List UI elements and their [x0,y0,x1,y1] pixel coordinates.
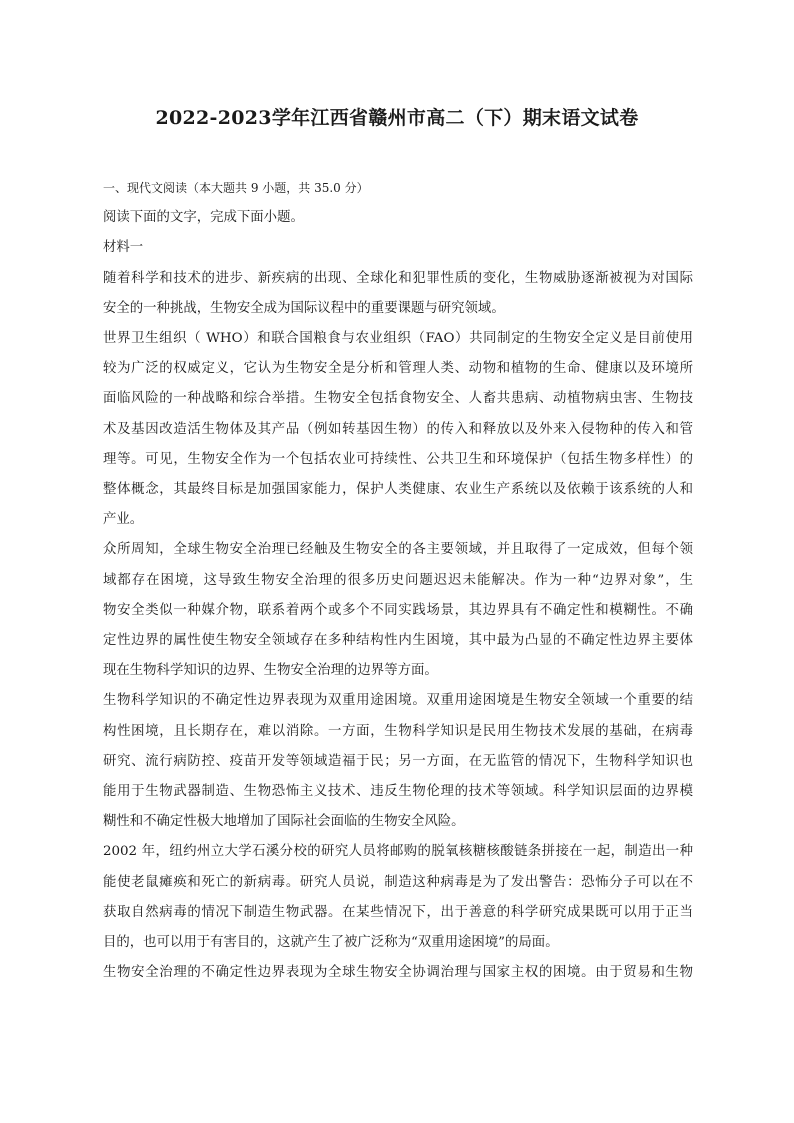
paragraph-line: 理等。可见，生物安全作为一个包括农业可持续性、公共卫生和环境保护（包括生物多样性）的 [103,451,693,467]
paragraph-line: 域都存在困境，这导致生物安全治理的很多历史问题迟迟未能解决。作为一种“边界对象”，生 [103,572,693,588]
paragraph-line: 能用于生物武器制造、生物恐怖主义技术、违反生物伦理的技术等领域。科学知识层面的边界模 [103,784,693,800]
paragraph-line: 研究、流行病防控、疫苗开发等领域造福于民；另一方面，在无监管的情况下，生物科学知识也 [103,753,693,769]
paragraph-line: 生物安全治理的不确定性边界表现为全球生物安全协调治理与国家主权的困境。由于贸易和生物 [103,965,693,981]
paragraph-line: 整体概念，其最终目标是加强国家能力，保护人类健康、农业生产系统以及依赖于该系统的人和 [103,482,693,498]
paragraph-line: 产业。 [103,512,144,528]
paragraph-line: 糊性和不确定性极大地增加了国际社会面临的生物安全风险。 [103,814,465,830]
paragraph-line: 定性边界的属性使生物安全领域存在多种结构性内生困境，其中最为凸显的不确定性边界主要体 [103,633,693,649]
paragraph-list [103,264,693,989]
paragraph-line: 世界卫生组织（ WHO）和联合国粮食与农业组织（FAO）共同制定的生物安全定义是目前使用 [103,331,693,347]
paragraph-line: 面临风险的一种战略和综合举措。生物安全包括食物安全、人畜共患病、动植物病虫害、生物技 [103,391,693,407]
paragraph-line: 2002 年，纽约州立大学石溪分校的研究人员将邮购的脱氧核糖核酸链条拼接在一起，制造出一种 [103,844,693,860]
paragraph-line: 现在生物科学知识的边界、生物安全治理的边界等方面。 [103,663,438,679]
paragraph [103,837,693,958]
paragraph-line: 物安全类似一种媒介物，联系着两个或多个不同实践场景，其边界具有不确定性和模糊性。不确 [103,602,693,618]
paragraph-line: 随着科学和技术的进步、新疾病的出现、全球化和犯罪性质的变化，生物威胁逐渐被视为对国际 [103,270,693,286]
paragraph-line: 安全的一种挑战，生物安全成为国际议程中的重要课题与研究领域。 [103,300,505,316]
document-body [103,173,693,988]
paragraph-line: 众所周知，全球生物安全治理已经触及生物安全的各主要领域，并且取得了一定成效，但每个领 [103,542,693,558]
material-label: 材料一 [103,240,144,256]
paragraph [103,686,693,837]
paragraph-line: 较为广泛的权威定义，它认为生物安全是分析和管理人类、动物和植物的生命、健康以及环境所 [103,361,693,377]
paragraph [103,958,693,988]
paragraph-line: 目的，也可以用于有害目的，这就产生了被广泛称为“双重用途困境”的局面。 [103,935,559,951]
paragraph-line: 构性困境，且长期存在，难以消除。一方面，生物科学知识是民用生物技术发展的基础，在病毒 [103,723,693,739]
section-heading: 一、现代文阅读（本大题共 9 小题，共 35.0 分） [103,181,369,195]
paragraph-line: 获取自然病毒的情况下制造生物武器。在某些情况下，出于善意的科学研究成果既可以用于正当 [103,904,693,920]
document-title: 2022-2023学年江西省赣州市高二（下）期末语文试卷 [155,107,639,129]
paragraph-line: 术及基因改造活生物体及其产品（例如转基因生物）的传入和释放以及外来入侵物种的传入和管 [103,421,693,437]
paragraph [103,324,693,535]
paragraph [103,535,693,686]
paragraph-line: 生物科学知识的不确定性边界表现为双重用途困境。双重用途困境是生物安全领域一个重要的结 [103,693,693,709]
instruction-text: 阅读下面的文字，完成下面小题。 [103,210,304,226]
paragraph-line: 能使老鼠瘫痪和死亡的新病毒。研究人员说，制造这种病毒是为了发出警告：恐怖分子可以在不 [103,874,693,890]
paragraph [103,264,693,324]
